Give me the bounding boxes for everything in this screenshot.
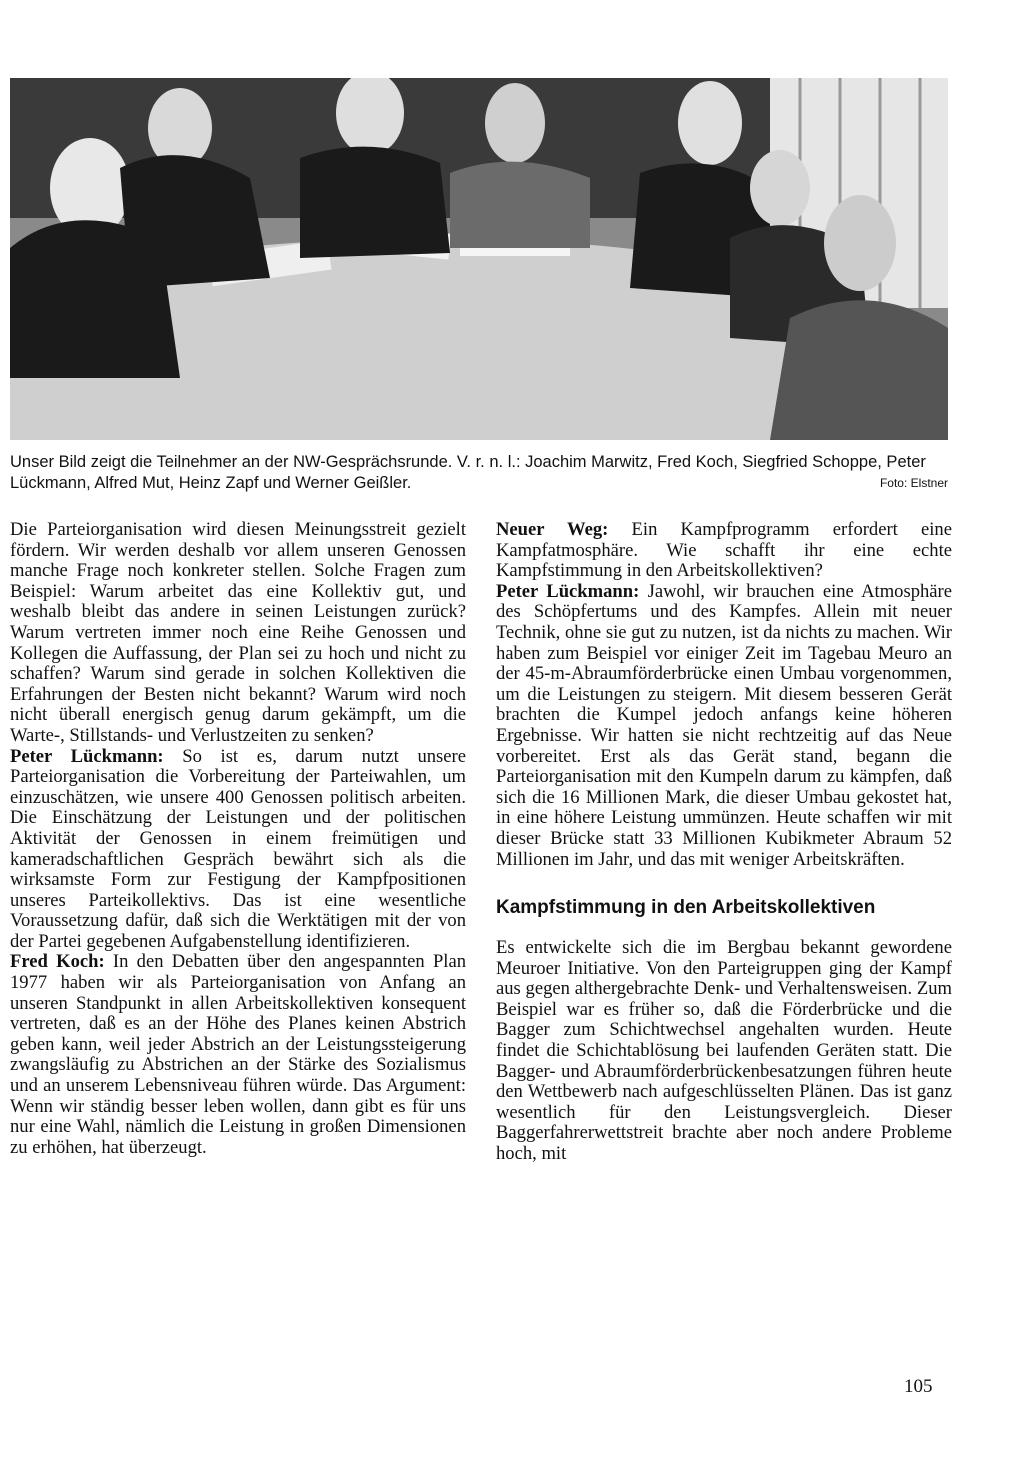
photo-icon (10, 78, 948, 440)
photo-caption (10, 452, 948, 494)
speaker-name: Peter Lückmann: (496, 580, 640, 602)
paragraph-text: So ist es, darum nutzt unsere Parteiorganisation die Vorbereitung der Parteiwahlen, um einzuschätzen, wie unsere 400 Genossen politisch arbeiten. Die Einschätzung der Leistungen und der politischen Aktivität der Genossen in einem freimütigen und kameradschaftlichen Gespräch bewährt sich als die wirksamste Form zur Festigung der Kampfpositionen unseres Parteikollektivs. Das ist eine wesentliche Voraussetzung dafür, daß sich die Werktätigen mit der von der Partei gegebenen Aufgabenstellung identifizieren. (10, 745, 466, 952)
speaker-name: Neuer Weg: (496, 519, 609, 540)
speaker-name: Fred Koch: (10, 951, 105, 973)
speaker-name: Peter Lückmann: (10, 745, 164, 767)
paragraph: Es entwickelte sich die im Bergbau bekannt gewordene Meuroer Initiative. Von den Parteigruppen ging der Kampf aus gegen althergebrachte Denk- und Verhaltensweisen. Zum Beispiel war es früher so, daß die Förderbrücke und die Bagger zum Schichtwechsel angehalten wurden. Heute findet die Schichtablösung bei laufenden Geräten statt. Die Bagger- und Abraumförderbrückenbesatzungen führen heute den Wettbewerb nach aufgeschlüsselten Plänen. Das ist ganz wesentlich für den Leistungsvergleich. Dieser Baggerfahrerwettstreit brachte aber noch andere Probleme hoch, mit (496, 937, 952, 1165)
group-photo (10, 78, 948, 440)
page-number: 105 (904, 1376, 933, 1397)
paragraph-text: In den Debatten über den angespannten Plan 1977 haben wir als Parteiorganisation von Anfang an unseren Standpunkt in allen Arbeitskollektiven konsequent vertreten, daß es an der Höhe des Planes keinen Abstrich geben kann, weil jeder Abstrich an der Leistungssteigerung zwangsläufig zu Abstrichen an der Stärke des Sozialismus und an unserem Lebensniveau führen würde. Das Argument: Wenn wir ständig besser leben wollen, dann gibt es für uns nur eine Wahl, nämlich die Leistung in großen Dimensionen zu erhöhen, hat überzeugt. (10, 951, 467, 1158)
caption-text: Unser Bild zeigt die Teilnehmer an der NW-Gesprächsrunde. V. r. n. l.: Joachim Marwitz, Fred Koch, Siegfried Schoppe, Peter Lückmann, Alfred Mut, Heinz Zapf und Werner Geißler. (10, 453, 926, 492)
paragraph (10, 952, 466, 1158)
paragraph-text: Ein Kampfprogramm erfordert eine Kampfatmosphäre. Wie schafft ihr eine echte Kampfstimmung in den Arbeitskollektiven? (496, 519, 952, 582)
paragraph (496, 520, 952, 582)
paragraph (496, 582, 952, 870)
left-column (10, 520, 466, 1158)
paragraph-text: Jawohl, wir brauchen eine Atmosphäre des Schöpfertums und des Kampfes. Allein mit neuer Technik, ohne sie gut zu nutzen, ist da nichts zu machen. Wir haben zum Beispiel vor einiger Zeit im Tagebau Meuro an der 45-m-Abraumförderbrücke einen Umbau vorgenommen, um die Leistungen zu steigern. Mit diesem besseren Gerät brachten die Kumpel jedoch anfangs keine höheren Ergebnisse. Wir hatten sie nicht rechtzeitig auf das Neue vorbereitet. Erst als das Gerät stand, begann die Parteiorganisation mit den Kumpeln darum zu kämpfen, daß sich die 16 Millionen Mark, die dieser Umbau gekostet hat, in eine höhere Leistung ummünzen. Heute schaffen wir mit dieser Brücke statt 33 Millionen Kubikmeter Abraum 52 Millionen im Jahr, und das mit weniger Arbeitskräften. (496, 580, 952, 870)
photo-credit: Foto: Elstner (879, 476, 948, 490)
right-column (496, 520, 952, 1165)
paragraph (10, 747, 466, 953)
paragraph: Die Parteiorganisation wird diesen Meinungsstreit gezielt fördern. Wir werden deshalb vor allem unseren Genossen manche Frage noch konkreter stellen. Solche Fragen zum Beispiel: Warum arbeitet das eine Kollektiv gut, und weshalb bleibt das andere in seinen Leistungen zurück? Warum vertreten immer noch eine Reihe Genossen und Kollegen die Auffassung, der Plan sei zu hoch und nicht zu schaffen? Warum sind gerade in solchen Kollektiven die Erfahrungen der Besten nicht bekannt? Warum wird noch nicht überall energisch genug darum gekämpft, um die Warte-, Stillstands- und Verlustzeiten zu senken? (10, 519, 466, 746)
section-heading: Kampfstimmung in den Arbeitskollektiven (496, 897, 876, 919)
